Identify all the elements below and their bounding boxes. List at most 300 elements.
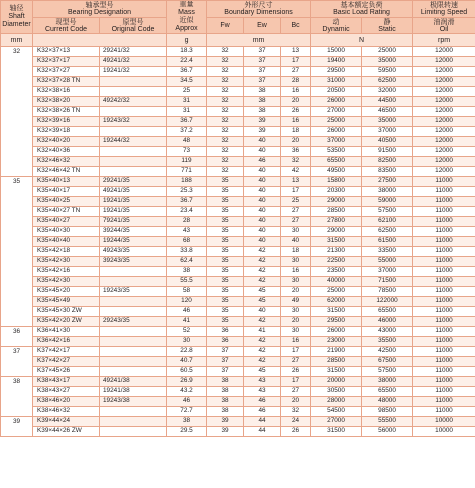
dynamic-load-cell: 28500 (311, 357, 362, 367)
static-load-cell: 83500 (362, 167, 413, 177)
oil-speed-cell: 12000 (413, 57, 475, 67)
mass-cell: 52 (167, 327, 207, 337)
dynamic-load-cell: 21900 (311, 347, 362, 357)
ew-cell: 40 (244, 147, 281, 157)
current-code-cell: K32×39×16 (33, 117, 100, 127)
ew-cell: 38 (244, 97, 281, 107)
original-code-cell (100, 427, 167, 437)
shaft-diameter-cell: 35 (1, 177, 33, 327)
fw-cell: 35 (207, 227, 244, 237)
table-row (1, 277, 475, 287)
current-code-cn: 现型号 (55, 18, 77, 26)
mass-cell: 46 (167, 307, 207, 317)
original-code-cell: 29243/35 (100, 317, 167, 327)
static-load-cell: 33500 (362, 247, 413, 257)
dynamic-load-cell: 40000 (311, 277, 362, 287)
mass-cell: 37.2 (167, 127, 207, 137)
fw-header: Fw (207, 18, 244, 34)
current-code-cell: K35×42×18 (33, 247, 100, 257)
oil-speed-cell: 11000 (413, 237, 475, 247)
shaft-diameter-cell: 39 (1, 417, 33, 437)
bc-cell: 20 (281, 97, 311, 107)
dynamic-load-cell: 20000 (311, 377, 362, 387)
original-code-cell: 49241/35 (100, 187, 167, 197)
mass-cell: 22.8 (167, 347, 207, 357)
dynamic-load-cell: 22500 (311, 257, 362, 267)
ew-cell: 37 (244, 77, 281, 87)
dynamic-load-cell: 49500 (311, 167, 362, 177)
dynamic-load-cell: 29500 (311, 67, 362, 77)
bc-cell: 32 (281, 157, 311, 167)
original-code-cell: 19241/38 (100, 387, 167, 397)
fw-cell: 32 (207, 167, 244, 177)
unit-designation-blank (33, 34, 167, 47)
mass-cn-1: 重量 (179, 1, 194, 8)
static-load-cell: 71500 (362, 277, 413, 287)
mass-cell: 119 (167, 157, 207, 167)
static-load-cell: 67500 (362, 357, 413, 367)
oil-speed-cell: 12000 (413, 77, 475, 87)
current-code-cell: K35×40×25 (33, 197, 100, 207)
bc-cell: 42 (281, 167, 311, 177)
dynamic-load-cell: 29000 (311, 227, 362, 237)
static-load-cell: 42500 (362, 347, 413, 357)
unit-dimensions: mm (207, 34, 311, 47)
oil-speed-cell: 11000 (413, 257, 475, 267)
ew-header: Ew (244, 18, 281, 34)
oil-speed-cell: 11000 (413, 357, 475, 367)
original-code-cell (100, 167, 167, 177)
original-code-cell: 49243/35 (100, 247, 167, 257)
fw-cell: 38 (207, 377, 244, 387)
bc-cell: 20 (281, 317, 311, 327)
table-row (1, 417, 475, 427)
fw-cell: 38 (207, 397, 244, 407)
table-row (1, 197, 475, 207)
fw-cell: 35 (207, 257, 244, 267)
table-row (1, 107, 475, 117)
current-code-cell: K35×42×16 (33, 267, 100, 277)
mass-header (167, 1, 207, 34)
fw-cell: 32 (207, 67, 244, 77)
original-code-cell: 19244/32 (100, 137, 167, 147)
fw-cell: 35 (207, 307, 244, 317)
ew-cell: 37 (244, 57, 281, 67)
mass-cell: 40.7 (167, 357, 207, 367)
dynamic-load-cell: 23500 (311, 267, 362, 277)
table-row (1, 137, 475, 147)
oil-speed-cell: 12000 (413, 87, 475, 97)
bc-cell: 18 (281, 127, 311, 137)
table-row (1, 227, 475, 237)
bc-cell: 20 (281, 397, 311, 407)
oil-speed-cell: 11000 (413, 277, 475, 287)
oil-speed-cell: 11000 (413, 347, 475, 357)
current-code-cell: K35×42×30 (33, 277, 100, 287)
fw-cell: 37 (207, 347, 244, 357)
static-load-cell: 35500 (362, 337, 413, 347)
dynamic-load-cell: 20300 (311, 187, 362, 197)
static-load-cell: 37000 (362, 267, 413, 277)
current-code-cell: K38×46×32 (33, 407, 100, 417)
original-code-cell (100, 297, 167, 307)
ew-cell: 42 (244, 337, 281, 347)
oil-speed-cell: 12000 (413, 167, 475, 177)
static-load-cell: 56000 (362, 427, 413, 437)
ew-cell: 40 (244, 227, 281, 237)
static-load-cell: 62100 (362, 217, 413, 227)
bc-cell: 16 (281, 337, 311, 347)
unit-mass: g (167, 34, 207, 47)
ew-cell: 44 (244, 427, 281, 437)
current-code-cell: K38×43×17 (33, 377, 100, 387)
original-code-cell (100, 337, 167, 347)
unit-shaft-diameter: mm (1, 34, 33, 47)
mass-cn-2: 近似 (179, 17, 194, 25)
table-row (1, 407, 475, 417)
oil-speed-cell: 11000 (413, 297, 475, 307)
fw-cell: 32 (207, 77, 244, 87)
table-row (1, 287, 475, 297)
oil-speed-cell: 11000 (413, 387, 475, 397)
dynamic-load-cell: 19400 (311, 57, 362, 67)
mass-cell: 46 (167, 397, 207, 407)
static-load-cell: 35000 (362, 57, 413, 67)
mass-cell: 72.7 (167, 407, 207, 417)
bc-cell: 36 (281, 147, 311, 157)
table-row (1, 127, 475, 137)
mass-cell: 43 (167, 227, 207, 237)
ew-cell: 38 (244, 107, 281, 117)
ew-cell: 37 (244, 67, 281, 77)
dynamic-load-cell: 25000 (311, 287, 362, 297)
table-row (1, 327, 475, 337)
original-code-cell (100, 267, 167, 277)
table-row (1, 117, 475, 127)
shaft-diameter-cell: 38 (1, 377, 33, 417)
mass-cell: 18.3 (167, 47, 207, 57)
shaft-diameter-header (1, 1, 33, 34)
ew-cell: 44 (244, 417, 281, 427)
static-load-cell: 25000 (362, 47, 413, 57)
current-code-cell: K38×43×27 (33, 387, 100, 397)
static-load-cell: 98500 (362, 407, 413, 417)
ew-cell: 38 (244, 87, 281, 97)
bc-cell: 16 (281, 267, 311, 277)
ew-cell: 43 (244, 377, 281, 387)
static-load-cell: 62500 (362, 227, 413, 237)
table-row (1, 307, 475, 317)
table-row (1, 97, 475, 107)
oil-speed-cell: 11000 (413, 187, 475, 197)
bc-cell: 28 (281, 77, 311, 87)
bearing-designation-header (33, 1, 167, 18)
dynamic-load-cell: 29000 (311, 197, 362, 207)
ew-cell: 40 (244, 307, 281, 317)
fw-cell: 35 (207, 187, 244, 197)
static-load-cell: 59000 (362, 197, 413, 207)
bc-cell: 27 (281, 67, 311, 77)
static-header (362, 18, 413, 34)
dynamic-load-cell: 54500 (311, 407, 362, 417)
table-row (1, 247, 475, 257)
oil-en: Oil (439, 25, 449, 33)
dynamic-load-cell: 62000 (311, 297, 362, 307)
ew-cell: 40 (244, 167, 281, 177)
table-body (1, 47, 475, 437)
mass-cell: 22.4 (167, 57, 207, 67)
fw-cell: 35 (207, 317, 244, 327)
bc-cell: 30 (281, 257, 311, 267)
original-code-cell (100, 277, 167, 287)
static-load-cell: 65500 (362, 387, 413, 397)
fw-cell: 35 (207, 277, 244, 287)
fw-cell: 39 (207, 427, 244, 437)
current-code-cell: K35×45×30 ZW (33, 307, 100, 317)
static-load-cell: 55000 (362, 257, 413, 267)
table-row (1, 217, 475, 227)
ew-cell: 42 (244, 317, 281, 327)
boundary-dimensions-cn: 外形尺寸 (244, 2, 273, 10)
fw-cell: 37 (207, 357, 244, 367)
fw-cell: 35 (207, 237, 244, 247)
bc-cell: 20 (281, 137, 311, 147)
basic-load-rating-header (311, 1, 413, 18)
original-code-cell: 19241/32 (100, 67, 167, 77)
current-code-header (33, 18, 100, 34)
static-load-cell: 62500 (362, 77, 413, 87)
ew-cell: 42 (244, 277, 281, 287)
ew-cell: 42 (244, 357, 281, 367)
table-row (1, 257, 475, 267)
bc-cell: 17 (281, 377, 311, 387)
mass-cell: 55.5 (167, 277, 207, 287)
mass-cell: 30 (167, 337, 207, 347)
bearing-designation-cn: 轴承型号 (85, 2, 114, 10)
current-code-cell: K37×42×27 (33, 357, 100, 367)
current-code-cell: K35×42×20 ZW (33, 317, 100, 327)
oil-speed-cell: 11000 (413, 177, 475, 187)
limiting-speed-header (413, 1, 475, 18)
ew-cell: 40 (244, 177, 281, 187)
mass-cell: 73 (167, 147, 207, 157)
fw-cell: 35 (207, 267, 244, 277)
static-load-cell: 78500 (362, 287, 413, 297)
original-code-cell (100, 77, 167, 87)
original-code-cell: 79241/35 (100, 217, 167, 227)
dynamic-load-cell: 26000 (311, 97, 362, 107)
bearing-designation-en: Bearing Designation (67, 9, 132, 17)
current-code-cell: K32×40×20 (33, 137, 100, 147)
current-code-cell: K32×37×27 (33, 67, 100, 77)
unit-load: N (311, 34, 413, 47)
fw-cell: 35 (207, 297, 244, 307)
static-load-cell: 27500 (362, 177, 413, 187)
ew-cell: 42 (244, 347, 281, 357)
oil-speed-cell: 12000 (413, 147, 475, 157)
fw-cell: 38 (207, 387, 244, 397)
bc-cell: 17 (281, 347, 311, 357)
table-row (1, 47, 475, 57)
dynamic-load-cell: 31500 (311, 237, 362, 247)
table-row (1, 347, 475, 357)
mass-cell: 36.7 (167, 117, 207, 127)
static-cn: 静 (383, 18, 391, 26)
current-code-cell: K35×40×30 (33, 227, 100, 237)
bc-cell: 30 (281, 327, 311, 337)
oil-speed-cell: 11000 (413, 207, 475, 217)
original-code-cell: 19243/32 (100, 117, 167, 127)
static-load-cell: 46500 (362, 107, 413, 117)
ew-cell: 45 (244, 287, 281, 297)
ew-cell: 45 (244, 367, 281, 377)
dynamic-load-cell: 27000 (311, 417, 362, 427)
original-code-cell: 49241/38 (100, 377, 167, 387)
dynamic-en: Dynamic (322, 25, 350, 33)
dynamic-load-cell: 27000 (311, 107, 362, 117)
fw-cell: 37 (207, 367, 244, 377)
mass-cell: 188 (167, 177, 207, 187)
static-load-cell: 57500 (362, 367, 413, 377)
static-load-cell: 37000 (362, 127, 413, 137)
bc-cell: 30 (281, 307, 311, 317)
fw-cell: 35 (207, 207, 244, 217)
mass-cell: 58 (167, 287, 207, 297)
original-code-header (100, 18, 167, 34)
mass-cell: 29.5 (167, 427, 207, 437)
current-code-cell: K32×38×26 TN (33, 107, 100, 117)
original-code-cell (100, 357, 167, 367)
mass-cell: 38 (167, 267, 207, 277)
original-code-cell (100, 407, 167, 417)
dynamic-load-cell: 37000 (311, 137, 362, 147)
mass-en-1: Mass (178, 9, 195, 17)
fw-cell: 36 (207, 327, 244, 337)
table-row (1, 177, 475, 187)
bc-cell: 30 (281, 277, 311, 287)
original-code-cell: 29241/35 (100, 177, 167, 187)
oil-speed-cell: 11000 (413, 397, 475, 407)
ew-cell: 40 (244, 137, 281, 147)
original-code-cell (100, 327, 167, 337)
original-code-cell: 29241/32 (100, 47, 167, 57)
current-code-cell: K36×41×30 (33, 327, 100, 337)
static-load-cell: 35000 (362, 117, 413, 127)
bc-cell: 18 (281, 247, 311, 257)
mass-cell: 48 (167, 137, 207, 147)
mass-cell: 43.2 (167, 387, 207, 397)
mass-cell: 68 (167, 237, 207, 247)
bc-cell: 32 (281, 407, 311, 417)
ew-cell: 45 (244, 297, 281, 307)
mass-cell: 36.7 (167, 197, 207, 207)
dynamic-load-cell: 31000 (311, 77, 362, 87)
oil-cn: 油润滑 (433, 18, 455, 26)
bc-cell: 17 (281, 57, 311, 67)
table-row (1, 57, 475, 67)
dynamic-header (311, 18, 362, 34)
table-row (1, 67, 475, 77)
ew-cell: 46 (244, 397, 281, 407)
bc-header: Bc (281, 18, 311, 34)
current-code-cell: K32×37×28 TN (33, 77, 100, 87)
fw-cell: 32 (207, 47, 244, 57)
fw-cell: 36 (207, 337, 244, 347)
oil-speed-cell: 12000 (413, 97, 475, 107)
static-load-cell: 61500 (362, 237, 413, 247)
current-code-cell: K35×40×13 (33, 177, 100, 187)
oil-speed-cell: 12000 (413, 67, 475, 77)
fw-cell: 32 (207, 87, 244, 97)
table-row (1, 77, 475, 87)
fw-cell: 35 (207, 287, 244, 297)
table-row (1, 337, 475, 347)
static-load-cell: 82500 (362, 157, 413, 167)
current-code-cell: K35×40×40 (33, 237, 100, 247)
current-code-cell: K35×42×30 (33, 257, 100, 267)
bc-cell: 13 (281, 47, 311, 57)
bc-cell: 24 (281, 417, 311, 427)
dynamic-load-cell: 65500 (311, 157, 362, 167)
shaft-diameter-en-1: Shaft (8, 13, 25, 21)
mass-cell: 26.9 (167, 377, 207, 387)
dynamic-load-cell: 26000 (311, 127, 362, 137)
ew-cell: 41 (244, 327, 281, 337)
shaft-diameter-cell: 32 (1, 47, 33, 177)
current-code-cell: K32×37×13 (33, 47, 100, 57)
mass-cell: 25.3 (167, 187, 207, 197)
mass-cell: 23.4 (167, 207, 207, 217)
fw-cell: 32 (207, 127, 244, 137)
ew-cell: 40 (244, 217, 281, 227)
original-code-cell (100, 147, 167, 157)
original-code-cell: 49241/32 (100, 57, 167, 67)
dynamic-load-cell: 15800 (311, 177, 362, 187)
current-code-cell: K32×40×36 (33, 147, 100, 157)
fw-cell: 32 (207, 117, 244, 127)
ew-cell: 46 (244, 407, 281, 417)
current-code-cell: K32×39×18 (33, 127, 100, 137)
fw-cell: 32 (207, 137, 244, 147)
bc-cell: 30 (281, 227, 311, 237)
fw-cell: 35 (207, 177, 244, 187)
mass-cell: 31 (167, 97, 207, 107)
static-load-cell: 43000 (362, 327, 413, 337)
original-code-cell (100, 367, 167, 377)
ew-cell: 40 (244, 237, 281, 247)
basic-load-rating-cn: 基本额定负荷 (340, 2, 383, 10)
dynamic-load-cell: 29500 (311, 317, 362, 327)
bc-cell: 27 (281, 207, 311, 217)
oil-speed-cell: 11000 (413, 217, 475, 227)
dynamic-load-cell: 31500 (311, 367, 362, 377)
mass-cell: 120 (167, 297, 207, 307)
current-code-cell: K32×37×17 (33, 57, 100, 67)
ew-cell: 37 (244, 47, 281, 57)
table-row (1, 377, 475, 387)
bc-cell: 26 (281, 367, 311, 377)
static-load-cell: 40500 (362, 137, 413, 147)
current-code-cell: K36×42×16 (33, 337, 100, 347)
original-code-cn: 原型号 (122, 18, 144, 26)
fw-cell: 35 (207, 197, 244, 207)
current-code-cell: K32×46×42 TN (33, 167, 100, 177)
bc-cell: 40 (281, 237, 311, 247)
bc-cell: 20 (281, 287, 311, 297)
dynamic-load-cell: 31500 (311, 427, 362, 437)
dynamic-load-cell: 53500 (311, 147, 362, 157)
original-code-cell (100, 347, 167, 357)
